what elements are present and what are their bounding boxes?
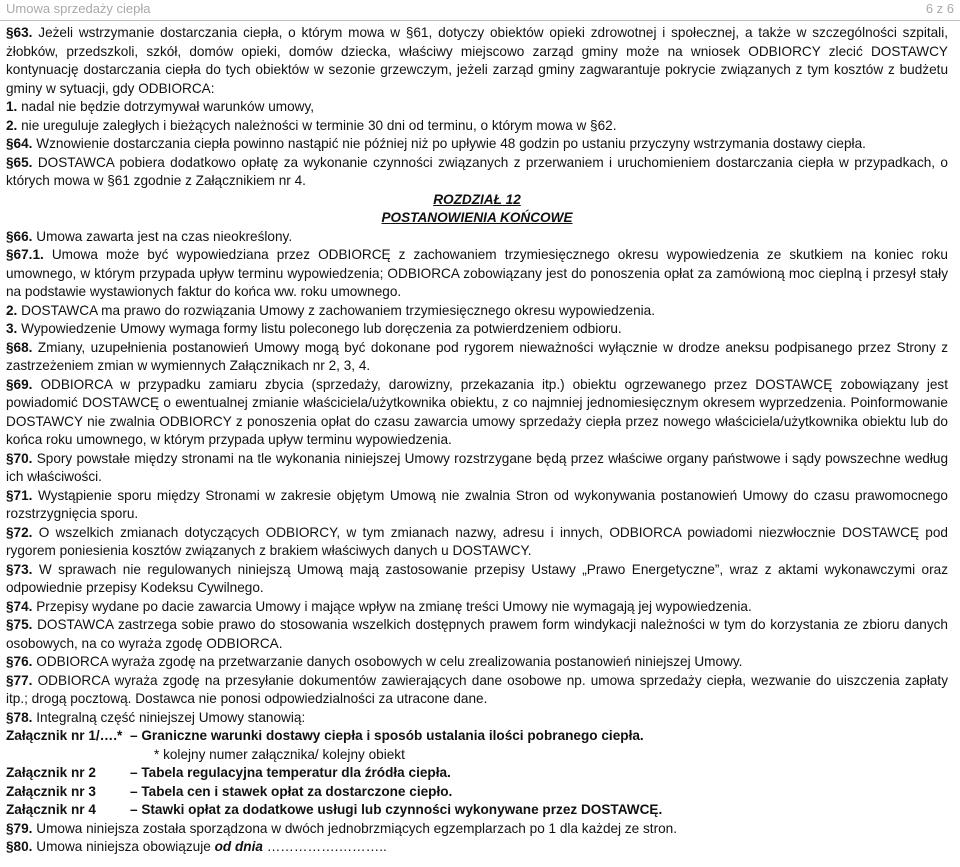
section-number: §69. bbox=[6, 376, 33, 392]
paragraph-71 bbox=[6, 487, 948, 524]
annex-label: Załącznik nr 1/….* bbox=[6, 728, 123, 743]
annex-row-3 bbox=[6, 783, 948, 802]
paragraph-77 bbox=[6, 672, 948, 709]
section-number: §71. bbox=[6, 487, 33, 503]
section-text: Jeżeli wstrzymanie dostarczania ciepła, o którym mowa w §61, dotyczy obiektów opieki zdrowotnej i społecznej, a także w szczególności szpitali, żłobków, przedszkoli, szkół, domów opieki, domów dziecka, właściwy miejscowo zarząd gminy może na wniosek ODBIORCY zlecić DOSTAWCY kontynuację dostarczania ciepła do tych obiektów w sezonie grzewczym, jeżeli zarząd gminy zagwarantuje pokrycie związanych z tym kosztów z budżetu gminy w sytuacji, gdy ODBIORCA: bbox=[6, 25, 948, 96]
section-number: §74. bbox=[6, 598, 33, 614]
list-item bbox=[6, 117, 948, 136]
list-item bbox=[6, 98, 948, 117]
paragraph-78 bbox=[6, 709, 948, 728]
list-number: 2. bbox=[6, 117, 18, 133]
section-text: Zmiany, uzupełnienia postanowień Umowy mogą być dokonane pod rygorem nieważności wyłącznie w drodze aneksu podpisanego przez Strony z zastrzeżeniem zmian w wymiennych Załącznikach nr 2, 3, 4. bbox=[6, 339, 948, 373]
section-number: §63. bbox=[6, 25, 33, 40]
paragraph-73 bbox=[6, 561, 948, 598]
section-number: §77. bbox=[6, 672, 33, 688]
section-text: O wszelkich zmianach dotyczących ODBIORCY, w tym zmianach nazwy, adresu i innych, ODBIORCA powiadomi niezwłocznie DOSTAWCĘ pod rygorem poniesienia kosztów związanych z brakiem właściwych danych u DOSTAWCY. bbox=[6, 524, 948, 558]
page-number: 6 z 6 bbox=[925, 1, 954, 16]
paragraph-80 bbox=[6, 838, 948, 857]
annex-label: Załącznik nr 3 bbox=[6, 783, 96, 799]
section-text: Integralną część niniejszej Umowy stanowią: bbox=[32, 709, 306, 725]
paragraph-69 bbox=[6, 376, 948, 450]
paragraph-72 bbox=[6, 524, 948, 561]
section-number: §68. bbox=[6, 339, 33, 355]
section-number: §76. bbox=[6, 654, 33, 669]
section-number: §75. bbox=[6, 617, 33, 632]
section-text: Umowa zawarta jest na czas nieokreślony. bbox=[32, 228, 293, 244]
section-number: §66. bbox=[6, 228, 33, 244]
paragraph-79 bbox=[6, 820, 948, 839]
annex-label: Załącznik nr 2 bbox=[6, 765, 96, 780]
section-text: ODBIORCA wyraża zgodę na przetwarzanie danych osobowych w celu zrealizowania postanowień niniejszej Umowy. bbox=[32, 654, 743, 669]
annex-label: Załącznik nr 4 bbox=[6, 802, 96, 817]
annex-row-2 bbox=[6, 764, 948, 783]
section-text: DOSTAWCA zastrzega sobie prawo do stosowania wszelkich dostępnych prawem form windykacji należności w tym do korzystania ze zbioru danych osobowych, na co wyraża zgodę ODBIORCA. bbox=[6, 617, 948, 651]
section-text: Umowa niniejsza została sporządzona w dwóch jednobrzmiących egzemplarzach po 1 dla każdej ze stron. bbox=[32, 820, 677, 836]
section-text: Wystąpienie sporu między Stronami w zakresie objętym Umową nie zwalnia Stron od wykonywania postanowień Umowy do czasu prawomocnego rozstrzygnięcia sporu. bbox=[6, 487, 948, 521]
section-number: §65. bbox=[6, 154, 33, 170]
section-number: §80. bbox=[6, 839, 33, 854]
paragraph-75 bbox=[6, 616, 948, 653]
paragraph-76 bbox=[6, 653, 948, 672]
paragraph-74 bbox=[6, 598, 948, 617]
section-text: Umowa niniejsza obowiązuje bbox=[32, 839, 215, 854]
section-text: Wznowienie dostarczania ciepła powinno nastąpić nie później niż po upływie 48 godzin po ustaniu przyczyny wstrzymania dostawy ciepła. bbox=[32, 136, 866, 151]
list-number: 1. bbox=[6, 99, 18, 114]
paragraph-63 bbox=[6, 24, 948, 98]
document-title: Umowa sprzedaży ciepła bbox=[6, 1, 151, 16]
section-text: Wypowiedzenie Umowy wymaga formy listu poleconego lub doręczenia za potwierdzeniem odbioru. bbox=[17, 321, 622, 336]
paragraph-64 bbox=[6, 135, 948, 154]
section-number: §72. bbox=[6, 524, 33, 540]
document-body bbox=[0, 21, 960, 857]
paragraph-67-3 bbox=[6, 320, 948, 339]
paragraph-70 bbox=[6, 450, 948, 487]
section-number: §79. bbox=[6, 820, 33, 836]
paragraph-65 bbox=[6, 154, 948, 191]
paragraph-66 bbox=[6, 228, 948, 247]
section-number: §78. bbox=[6, 709, 33, 725]
annex-text: – Tabela regulacyjna temperatur dla źródła ciepła. bbox=[130, 765, 451, 780]
section-number: §64. bbox=[6, 136, 33, 151]
section-number: §73. bbox=[6, 561, 33, 577]
annex-row-1 bbox=[6, 727, 948, 746]
annex-text: – Stawki opłat za dodatkowe usługi lub czynności wykonywane przez DOSTAWCĘ. bbox=[130, 802, 663, 817]
annex-text: – Tabela cen i stawek opłat za dostarczone ciepło. bbox=[130, 783, 453, 799]
section-text: Przepisy wydane po dacie zawarcia Umowy i mające wpływ na zmianę treści Umowy nie wymagają jej wypowiedzenia. bbox=[32, 598, 752, 614]
section-text: Spory powstałe między stronami na tle wykonania niniejszej Umowy rozstrzygane będą przez właściwe organy państwowe i sądy powszechne według ich właściwości. bbox=[6, 450, 948, 484]
effective-date-label: od dnia bbox=[214, 839, 263, 854]
section-text: DOSTAWCA ma prawo do rozwiązania Umowy z zachowaniem trzymiesięcznego okresu wypowiedzenia. bbox=[17, 302, 655, 318]
paragraph-68 bbox=[6, 339, 948, 376]
chapter-subtitle: POSTANOWIENIA KOŃCOWE bbox=[381, 210, 573, 225]
section-number: §67.1. bbox=[6, 247, 44, 262]
chapter-title: ROZDZIAŁ 12 bbox=[433, 191, 521, 207]
section-text: ODBIORCA wyraża zgodę na przesyłanie dokumentów zawierających dane osobowe np. umowa sprzedaży ciepła, wezwanie do uiszczenia zapłaty itp.; drogą pocztową. Dostawca nie ponosi odpowiedzialności za utracone dane. bbox=[6, 672, 948, 706]
date-placeholder: …………….……….. bbox=[262, 839, 387, 854]
paragraph-67 bbox=[6, 246, 948, 302]
section-text: ODBIORCA w przypadku zamiaru zbycia (sprzedaży, darowizny, przekazania itp.) obiektu ogrzewanego przez DOSTAWCĘ zobowiązany jest powiadomić DOSTAWCĘ o ewentualnej zmianie właściciela/użytkownika obiektu, z co najmniej jednomiesięcznym okresem wyprzedzenia. Poinformowanie DOSTAWCY nie zwalnia ODBIORCY z ponoszenia opłat do czasu zawarcia umowy sprzedaży ciepła przez nowego właściciela/użytkownika obiektu lub do końca roku umownego, w którym przypada upływ terminu wypowiedzenia. bbox=[6, 376, 948, 447]
list-text: nadal nie będzie dotrzymywał warunków umowy, bbox=[17, 99, 315, 114]
annex-footnote: * kolejny numer załącznika/ kolejny obiekt bbox=[154, 746, 405, 762]
section-number: §70. bbox=[6, 450, 33, 466]
list-text: nie ureguluje zaległych i bieżących należności w terminie 30 dni od terminu, o którym mowa w §62. bbox=[17, 117, 617, 133]
annex-text: – Graniczne warunki dostawy ciepła i sposób ustalania ilości pobranego ciepła. bbox=[130, 728, 644, 743]
paragraph-67-2 bbox=[6, 302, 948, 321]
section-number: 3. bbox=[6, 321, 18, 336]
page-header bbox=[0, 0, 960, 21]
section-text: Umowa może być wypowiedziana przez ODBIORCĘ z zachowaniem trzymiesięcznego okresu wypowiedzenia ze skutkiem na koniec roku umownego, w którym przypada upływ terminu wypowiedzenia; ODBIORCA zobowiązany jest do ponoszenia opłat za zamówioną moc cieplną i przesył stały na podstawie wystawionych faktur do końca ww. roku umownego. bbox=[6, 247, 948, 299]
section-number: 2. bbox=[6, 302, 18, 318]
section-text: DOSTAWCA pobiera dodatkowo opłatę za wykonanie czynności związanych z przerwaniem i uruchomieniem dostarczania ciepła w przypadkach, o których mowa w §61 zgodnie z Załącznikiem nr 4. bbox=[6, 154, 948, 188]
annex-row-4 bbox=[6, 801, 948, 820]
section-text: W sprawach nie regulowanych niniejszą Umową mają zastosowanie przepisy Ustawy „Prawo Energetyczne”, wraz z aktami wykonawczymi oraz odpowiednie przepisy Kodeksu Cywilnego. bbox=[6, 561, 948, 595]
